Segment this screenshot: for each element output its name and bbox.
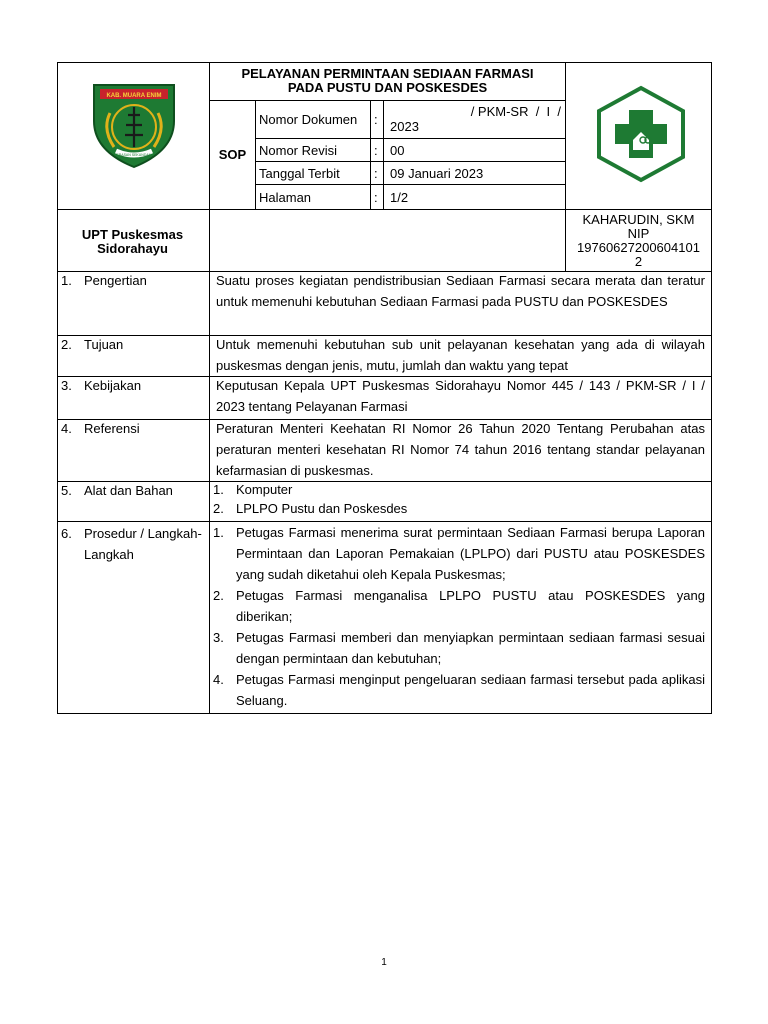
document-title-line2: PADA PUSTU DAN POSKESDES [287,80,488,95]
list-item [210,669,705,711]
nomor-revisi-value: 00 [390,143,405,158]
list-item-text: Petugas Farmasi memberi dan menyiapkan permintaan sediaan farmasi sesuai dengan permintaan dan kebutuhan; [236,630,705,666]
list-item-text: Komputer [236,482,293,497]
list-item [210,499,705,518]
list-number: 4. [213,672,224,687]
section-number: 5. [61,483,72,498]
list-number: 3. [213,630,224,645]
signer-nip-line1: 19760627200604101 [577,240,700,255]
emblem-motto-text: SERASAN SEKUNDANG [114,153,154,157]
section-label-line1: Prosedur / Langkah- [84,526,202,541]
list-number: 2. [213,501,224,516]
section-number: 1. [61,273,72,288]
section-number: 2. [61,337,72,352]
section-label: Referensi [84,421,140,436]
sop-label: SOP [218,147,247,162]
field-label: Tanggal Terbit [259,166,340,181]
section-number: 3. [61,378,72,393]
list-number: 1. [213,482,224,497]
section-label-line2: Langkah [84,547,134,562]
section-text-tujuan: Untuk memenuhi kebutuhan sub unit pelayanan kesehatan yang ada di wilayah puskesmas dengan jenis, mutu, jumlah dan waktu yang tepat [216,337,705,373]
field-sep: : [374,166,378,181]
list-item-text: Petugas Farmasi menganalisa LPLPO PUSTU atau POSKESDES yang diberikan; [236,588,705,624]
field-colon-divider [383,100,384,210]
tanggal-terbit-value: 09 Januari 2023 [390,166,484,181]
field-label-divider [370,100,371,210]
unit-name-line2: Sidorahayu [97,241,168,256]
title-cell [209,62,566,101]
logo-right-cell [565,62,712,210]
sop-cell [209,100,256,210]
section-number: 6. [61,526,72,541]
alat-bahan-list [210,480,705,518]
signer-nip-label: NIP [627,226,650,241]
list-item [210,627,705,669]
field-sep: : [374,112,378,127]
field-sep: : [374,143,378,158]
list-item [210,522,705,585]
puskesmas-logo-icon [593,84,689,184]
section-number: 4. [61,421,72,436]
list-item-text: Petugas Farmasi menerima surat permintaan Sediaan Farmasi berupa Laporan Permintaan dan Laporan Pemakaian (LPLPO) dari PUSTU atau POSKESDES yang sudah diketahui oleh Kepala Puskesmas; [236,525,705,582]
list-number: 2. [213,588,224,603]
unit-cell [57,209,210,272]
list-number: 1. [213,525,224,540]
list-item-text: Petugas Farmasi menginput pengeluaran sediaan farmasi tersebut pada aplikasi Seluang. [236,672,705,708]
field-sep: : [374,190,378,205]
section-label: Kebijakan [84,378,142,393]
list-item [210,585,705,627]
nomor-dokumen-value-line2: 2023 [390,119,419,134]
signature-blank-cell [209,209,566,272]
nomor-dokumen-value-line1: / PKM-SR / I / [470,104,561,119]
field-label: Nomor Revisi [259,143,338,158]
field-label: Nomor Dokumen [259,112,358,127]
signer-cell [565,209,712,272]
section-label: Tujuan [84,337,124,352]
section-label: Pengertian [84,273,147,288]
section-label: Alat dan Bahan [84,483,173,498]
section-text-referensi: Peraturan Menteri Keehatan RI Nomor 26 Tahun 2020 Tentang Perubahan atas peraturan menteri kesehatan RI Nomor 74 tahun 2016 tentang standar pelayanan kefarmasian di puskesmas. [216,421,705,478]
list-item-text: LPLPO Pustu dan Poskesdes [236,501,408,516]
signer-nip-line2: 2 [634,254,643,269]
unit-name-line1: UPT Puskesmas [81,227,184,242]
signer-name: KAHARUDIN, SKM [582,212,695,227]
section-text-kebijakan: Keputusan Kepala UPT Puskesmas Sidorahayu Nomor 445 / 143 / PKM-SR / I / 2023 tentang Pelayanan Farmasi [216,378,705,414]
document-title-line1: PELAYANAN PERMINTAAN SEDIAAN FARMASI [241,66,534,81]
section-text-pengertian: Suatu proses kegiatan pendistribusian Sediaan Farmasi secara merata dan teratur untuk memenuhi kebutuhan Sediaan Farmasi pada PUSTU dan POSKESDES [216,273,705,309]
prosedur-list [210,522,705,711]
logo-left-cell [57,62,210,210]
emblem-banner-text: KAB. MUARA ENIM [106,93,162,99]
list-item [210,480,705,499]
field-label: Halaman [259,190,312,205]
regency-emblem-icon [88,77,180,169]
page-number: 1 [381,957,387,968]
halaman-value: 1/2 [390,190,409,205]
section-label [84,523,202,565]
